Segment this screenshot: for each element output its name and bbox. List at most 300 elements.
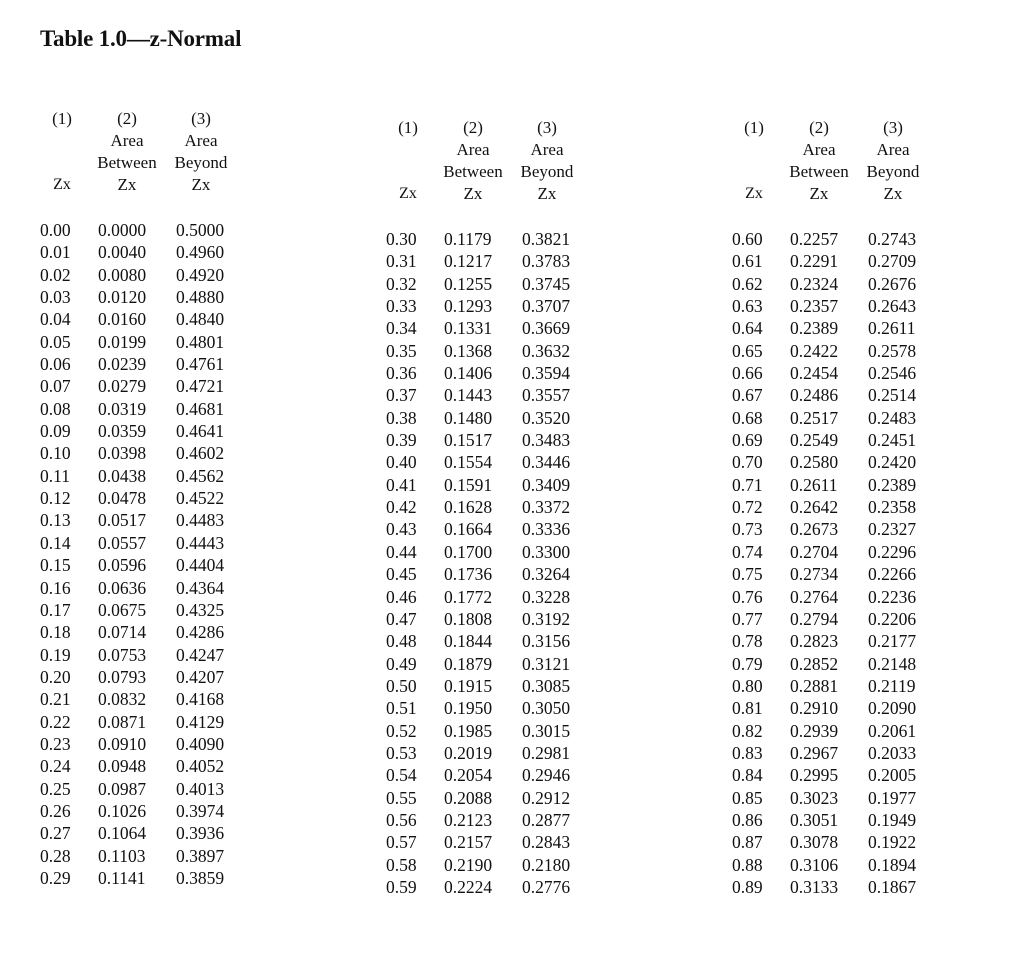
area-beyond-value: 0.4207 bbox=[176, 666, 225, 687]
area-beyond-value: 0.4681 bbox=[176, 398, 225, 419]
zx-value: 0.65 bbox=[732, 340, 763, 361]
table-row bbox=[732, 876, 938, 898]
area-between-value: 0.0753 bbox=[98, 644, 147, 665]
header-col-1 bbox=[732, 117, 776, 139]
area-between-value: 0.2673 bbox=[790, 519, 839, 540]
area-between-value: 0.1844 bbox=[444, 631, 493, 652]
area-beyond-value: 0.3085 bbox=[522, 675, 571, 696]
col-2-number: (2) bbox=[117, 109, 137, 128]
area-beyond-value: 0.3859 bbox=[176, 867, 225, 888]
zx-value: 0.81 bbox=[732, 698, 763, 719]
table-row bbox=[732, 586, 938, 608]
header-col-2 bbox=[436, 117, 510, 205]
zx-value: 0.18 bbox=[40, 622, 71, 643]
col-3-number: (3) bbox=[537, 118, 557, 137]
area-beyond-value: 0.2451 bbox=[868, 430, 917, 451]
table-row bbox=[40, 644, 246, 666]
table-row bbox=[386, 854, 592, 876]
area-beyond-value: 0.2946 bbox=[522, 765, 571, 786]
table-row bbox=[386, 586, 592, 608]
col-2-between-label: Between bbox=[443, 162, 503, 181]
zx-value: 0.36 bbox=[386, 363, 417, 384]
table-row bbox=[40, 532, 246, 554]
area-beyond-value: 0.3264 bbox=[522, 564, 571, 585]
area-between-value: 0.2549 bbox=[790, 430, 839, 451]
area-beyond-value: 0.2327 bbox=[868, 519, 917, 540]
zx-value: 0.09 bbox=[40, 421, 71, 442]
col-3-number: (3) bbox=[883, 118, 903, 137]
table-row bbox=[386, 384, 592, 406]
area-between-value: 0.0714 bbox=[98, 622, 147, 643]
area-between-value: 0.0239 bbox=[98, 354, 147, 375]
area-between-value: 0.2157 bbox=[444, 832, 493, 853]
area-beyond-value: 0.2546 bbox=[868, 363, 917, 384]
area-between-value: 0.1664 bbox=[444, 519, 493, 540]
zx-value: 0.21 bbox=[40, 689, 71, 710]
area-between-value: 0.1628 bbox=[444, 497, 493, 518]
col-2-area-label: Area bbox=[802, 140, 836, 159]
area-between-value: 0.0987 bbox=[98, 778, 147, 799]
zx-value: 0.67 bbox=[732, 385, 763, 406]
zx-value: 0.10 bbox=[40, 443, 71, 464]
table-row bbox=[386, 697, 592, 719]
table-header bbox=[40, 108, 280, 218]
table-row bbox=[386, 809, 592, 831]
table-row bbox=[386, 831, 592, 853]
header-col-2 bbox=[90, 108, 164, 196]
zx-value: 0.38 bbox=[386, 407, 417, 428]
area-between-value: 0.1255 bbox=[444, 273, 493, 294]
col-3-area-label: Area bbox=[876, 140, 910, 159]
area-between-value: 0.1808 bbox=[444, 608, 493, 629]
zx-value: 0.57 bbox=[386, 832, 417, 853]
zx-value: 0.08 bbox=[40, 398, 71, 419]
area-beyond-value: 0.2358 bbox=[868, 497, 917, 518]
area-beyond-value: 0.3300 bbox=[522, 541, 571, 562]
area-between-value: 0.0793 bbox=[98, 666, 147, 687]
table-row bbox=[40, 219, 246, 241]
col-3-beyond-label: Beyond bbox=[866, 162, 920, 181]
area-beyond-value: 0.4052 bbox=[176, 756, 225, 777]
area-beyond-value: 0.2676 bbox=[868, 273, 917, 294]
zx-value: 0.49 bbox=[386, 653, 417, 674]
area-beyond-value: 0.2148 bbox=[868, 653, 917, 674]
table-row bbox=[40, 733, 246, 755]
area-between-value: 0.3051 bbox=[790, 809, 839, 830]
area-between-value: 0.1879 bbox=[444, 653, 493, 674]
area-between-value: 0.2123 bbox=[444, 809, 493, 830]
zx-value: 0.66 bbox=[732, 363, 763, 384]
area-beyond-value: 0.2236 bbox=[868, 586, 917, 607]
table-row bbox=[386, 429, 592, 451]
area-between-value: 0.1368 bbox=[444, 340, 493, 361]
col-1-zx-label: Zx bbox=[53, 176, 71, 193]
table-row bbox=[732, 630, 938, 652]
table-row bbox=[40, 442, 246, 464]
table-row bbox=[732, 675, 938, 697]
table-row bbox=[386, 541, 592, 563]
table-row bbox=[40, 755, 246, 777]
area-beyond-value: 0.4602 bbox=[176, 443, 225, 464]
zx-value: 0.68 bbox=[732, 407, 763, 428]
area-beyond-value: 0.2843 bbox=[522, 832, 571, 853]
zx-value: 0.00 bbox=[40, 220, 71, 240]
table-row bbox=[40, 420, 246, 442]
col-2-zx-label: Zx bbox=[117, 175, 137, 194]
zx-value: 0.11 bbox=[40, 465, 70, 486]
area-between-value: 0.1141 bbox=[98, 867, 146, 888]
area-between-value: 0.1443 bbox=[444, 385, 493, 406]
area-between-value: 0.2823 bbox=[790, 631, 839, 652]
area-beyond-value: 0.4364 bbox=[176, 577, 225, 598]
table-body bbox=[386, 228, 592, 898]
area-beyond-value: 0.4443 bbox=[176, 532, 225, 553]
table-row bbox=[386, 496, 592, 518]
col-3-zx-label: Zx bbox=[191, 175, 211, 194]
area-beyond-value: 0.3483 bbox=[522, 430, 571, 451]
area-beyond-value: 0.3372 bbox=[522, 497, 571, 518]
area-between-value: 0.2967 bbox=[790, 742, 839, 763]
area-beyond-value: 0.3336 bbox=[522, 519, 571, 540]
area-between-value: 0.2389 bbox=[790, 318, 839, 339]
table-row bbox=[732, 474, 938, 496]
area-beyond-value: 0.5000 bbox=[176, 220, 225, 240]
table-row bbox=[40, 241, 246, 263]
area-between-value: 0.0040 bbox=[98, 242, 147, 263]
zx-value: 0.12 bbox=[40, 488, 71, 509]
col-3-zx-label: Zx bbox=[883, 184, 903, 203]
area-between-value: 0.1700 bbox=[444, 541, 493, 562]
zx-value: 0.35 bbox=[386, 340, 417, 361]
table-row bbox=[732, 653, 938, 675]
area-beyond-value: 0.2090 bbox=[868, 698, 917, 719]
area-between-value: 0.2486 bbox=[790, 385, 839, 406]
zx-value: 0.77 bbox=[732, 608, 763, 629]
area-beyond-value: 0.3745 bbox=[522, 273, 571, 294]
zx-value: 0.37 bbox=[386, 385, 417, 406]
area-beyond-value: 0.2296 bbox=[868, 541, 917, 562]
col-1-zx-label: Zx bbox=[399, 185, 417, 202]
area-between-value: 0.2088 bbox=[444, 787, 493, 808]
col-2-number: (2) bbox=[809, 118, 829, 137]
table-row bbox=[732, 295, 938, 317]
table-row bbox=[732, 362, 938, 384]
area-beyond-value: 0.3897 bbox=[176, 845, 225, 866]
area-between-value: 0.0160 bbox=[98, 309, 147, 330]
table-row bbox=[40, 621, 246, 643]
area-beyond-value: 0.2743 bbox=[868, 229, 917, 249]
zx-value: 0.03 bbox=[40, 287, 71, 308]
zx-value: 0.89 bbox=[732, 876, 763, 897]
area-between-value: 0.0000 bbox=[98, 220, 147, 240]
col-1-number: (1) bbox=[398, 118, 418, 137]
col-1-number: (1) bbox=[52, 109, 72, 128]
area-beyond-value: 0.2709 bbox=[868, 251, 917, 272]
table-row bbox=[732, 273, 938, 295]
table-row bbox=[732, 809, 938, 831]
zx-value: 0.06 bbox=[40, 354, 71, 375]
area-between-value: 0.2019 bbox=[444, 742, 493, 763]
area-beyond-value: 0.3409 bbox=[522, 474, 571, 495]
table-row bbox=[40, 509, 246, 531]
table-row bbox=[732, 429, 938, 451]
zx-value: 0.72 bbox=[732, 497, 763, 518]
zx-value: 0.52 bbox=[386, 720, 417, 741]
area-between-value: 0.1026 bbox=[98, 800, 147, 821]
area-between-value: 0.0871 bbox=[98, 711, 147, 732]
area-beyond-value: 0.2420 bbox=[868, 452, 917, 473]
table-row bbox=[386, 563, 592, 585]
area-beyond-value: 0.3192 bbox=[522, 608, 571, 629]
zx-value: 0.44 bbox=[386, 541, 417, 562]
area-beyond-value: 0.4562 bbox=[176, 465, 225, 486]
zx-value: 0.34 bbox=[386, 318, 417, 339]
zx-value: 0.87 bbox=[732, 832, 763, 853]
zx-value: 0.42 bbox=[386, 497, 417, 518]
area-beyond-value: 0.3632 bbox=[522, 340, 571, 361]
col-3-beyond-label: Beyond bbox=[174, 153, 228, 172]
col-2-zx-label: Zx bbox=[809, 184, 829, 203]
area-beyond-value: 0.4840 bbox=[176, 309, 225, 330]
area-between-value: 0.0636 bbox=[98, 577, 147, 598]
zx-value: 0.54 bbox=[386, 765, 417, 786]
zx-value: 0.51 bbox=[386, 698, 417, 719]
zx-value: 0.16 bbox=[40, 577, 71, 598]
area-beyond-value: 0.3594 bbox=[522, 363, 571, 384]
area-beyond-value: 0.3156 bbox=[522, 631, 571, 652]
zx-value: 0.83 bbox=[732, 742, 763, 763]
area-between-value: 0.0080 bbox=[98, 264, 147, 285]
table-body bbox=[732, 228, 938, 898]
zx-value: 0.76 bbox=[732, 586, 763, 607]
zx-value: 0.41 bbox=[386, 474, 417, 495]
area-beyond-value: 0.3228 bbox=[522, 586, 571, 607]
header-col-3 bbox=[858, 117, 928, 205]
area-beyond-value: 0.4801 bbox=[176, 331, 225, 352]
area-beyond-value: 0.1894 bbox=[868, 854, 917, 875]
area-beyond-value: 0.4013 bbox=[176, 778, 225, 799]
zx-value: 0.70 bbox=[732, 452, 763, 473]
area-between-value: 0.0359 bbox=[98, 421, 147, 442]
header-col-3 bbox=[512, 117, 582, 205]
area-between-value: 0.0948 bbox=[98, 756, 147, 777]
area-between-value: 0.3133 bbox=[790, 876, 839, 897]
area-between-value: 0.0319 bbox=[98, 398, 147, 419]
table-row bbox=[732, 742, 938, 764]
area-between-value: 0.2734 bbox=[790, 564, 839, 585]
area-beyond-value: 0.4522 bbox=[176, 488, 225, 509]
table-row bbox=[732, 228, 938, 250]
table-row bbox=[386, 675, 592, 697]
area-beyond-value: 0.3446 bbox=[522, 452, 571, 473]
table-row bbox=[386, 764, 592, 786]
zx-value: 0.53 bbox=[386, 742, 417, 763]
area-between-value: 0.0910 bbox=[98, 733, 147, 754]
area-beyond-value: 0.1922 bbox=[868, 832, 917, 853]
col-3-number: (3) bbox=[191, 109, 211, 128]
area-beyond-value: 0.4404 bbox=[176, 555, 225, 576]
area-beyond-value: 0.3783 bbox=[522, 251, 571, 272]
zx-value: 0.39 bbox=[386, 430, 417, 451]
col-2-zx-label: Zx bbox=[463, 184, 483, 203]
area-beyond-value: 0.2119 bbox=[868, 675, 916, 696]
area-between-value: 0.1331 bbox=[444, 318, 493, 339]
area-beyond-value: 0.4880 bbox=[176, 287, 225, 308]
table-row bbox=[732, 787, 938, 809]
table-row bbox=[40, 353, 246, 375]
zx-value: 0.55 bbox=[386, 787, 417, 808]
col-2-number: (2) bbox=[463, 118, 483, 137]
area-between-value: 0.1736 bbox=[444, 564, 493, 585]
area-between-value: 0.2995 bbox=[790, 765, 839, 786]
area-between-value: 0.0120 bbox=[98, 287, 147, 308]
area-beyond-value: 0.2578 bbox=[868, 340, 917, 361]
zx-value: 0.47 bbox=[386, 608, 417, 629]
area-between-value: 0.2794 bbox=[790, 608, 839, 629]
zx-value: 0.14 bbox=[40, 532, 71, 553]
area-between-value: 0.2881 bbox=[790, 675, 839, 696]
area-beyond-value: 0.1949 bbox=[868, 809, 917, 830]
area-between-value: 0.2422 bbox=[790, 340, 839, 361]
zx-value: 0.64 bbox=[732, 318, 763, 339]
table-row bbox=[386, 228, 592, 250]
area-between-value: 0.0398 bbox=[98, 443, 147, 464]
area-beyond-value: 0.3669 bbox=[522, 318, 571, 339]
table-row bbox=[40, 599, 246, 621]
table-row bbox=[732, 608, 938, 630]
header-col-1 bbox=[386, 117, 430, 139]
zx-value: 0.75 bbox=[732, 564, 763, 585]
area-beyond-value: 0.2389 bbox=[868, 474, 917, 495]
zx-value: 0.27 bbox=[40, 823, 71, 844]
table-row bbox=[386, 362, 592, 384]
area-between-value: 0.3023 bbox=[790, 787, 839, 808]
area-beyond-value: 0.4721 bbox=[176, 376, 225, 397]
table-row bbox=[732, 764, 938, 786]
table-row bbox=[386, 630, 592, 652]
table-row bbox=[732, 451, 938, 473]
zx-value: 0.25 bbox=[40, 778, 71, 799]
zx-value: 0.69 bbox=[732, 430, 763, 451]
area-between-value: 0.1985 bbox=[444, 720, 493, 741]
col-2-between-label: Between bbox=[97, 153, 157, 172]
area-beyond-value: 0.2483 bbox=[868, 407, 917, 428]
area-beyond-value: 0.2033 bbox=[868, 742, 917, 763]
table-row bbox=[732, 518, 938, 540]
area-beyond-value: 0.3936 bbox=[176, 823, 225, 844]
area-between-value: 0.1772 bbox=[444, 586, 493, 607]
zx-value: 0.15 bbox=[40, 555, 71, 576]
table-row bbox=[386, 340, 592, 362]
area-between-value: 0.1517 bbox=[444, 430, 493, 451]
area-between-value: 0.1217 bbox=[444, 251, 493, 272]
area-beyond-value: 0.3974 bbox=[176, 800, 225, 821]
area-beyond-value: 0.4090 bbox=[176, 733, 225, 754]
zx-value: 0.58 bbox=[386, 854, 417, 875]
area-between-value: 0.2054 bbox=[444, 765, 493, 786]
zx-value: 0.45 bbox=[386, 564, 417, 585]
area-between-value: 0.3078 bbox=[790, 832, 839, 853]
table-row bbox=[40, 487, 246, 509]
area-between-value: 0.1554 bbox=[444, 452, 493, 473]
header-col-1 bbox=[40, 108, 84, 130]
table-row bbox=[40, 308, 246, 330]
table-row bbox=[732, 496, 938, 518]
area-between-value: 0.0199 bbox=[98, 331, 147, 352]
table-row bbox=[40, 867, 246, 889]
table-row bbox=[732, 384, 938, 406]
area-between-value: 0.2224 bbox=[444, 876, 493, 897]
area-between-value: 0.1591 bbox=[444, 474, 493, 495]
area-between-value: 0.0596 bbox=[98, 555, 147, 576]
table-row bbox=[40, 688, 246, 710]
area-beyond-value: 0.3015 bbox=[522, 720, 571, 741]
zx-value: 0.13 bbox=[40, 510, 71, 531]
table-panel-1 bbox=[40, 108, 280, 888]
col-1-zx-label: Zx bbox=[745, 185, 763, 202]
zx-value: 0.61 bbox=[732, 251, 763, 272]
zx-value: 0.86 bbox=[732, 809, 763, 830]
zx-value: 0.05 bbox=[40, 331, 71, 352]
zx-value: 0.17 bbox=[40, 599, 71, 620]
table-row bbox=[40, 264, 246, 286]
area-beyond-value: 0.2643 bbox=[868, 296, 917, 317]
zx-value: 0.04 bbox=[40, 309, 71, 330]
table-row bbox=[40, 398, 246, 420]
zx-value: 0.29 bbox=[40, 867, 71, 888]
table-row bbox=[40, 286, 246, 308]
col-3-area-label: Area bbox=[184, 131, 218, 150]
zx-value: 0.28 bbox=[40, 845, 71, 866]
table-row bbox=[40, 711, 246, 733]
area-between-value: 0.1950 bbox=[444, 698, 493, 719]
table-row bbox=[40, 800, 246, 822]
area-beyond-value: 0.4168 bbox=[176, 689, 225, 710]
area-between-value: 0.0438 bbox=[98, 465, 147, 486]
area-beyond-value: 0.4920 bbox=[176, 264, 225, 285]
area-beyond-value: 0.2005 bbox=[868, 765, 917, 786]
zx-value: 0.43 bbox=[386, 519, 417, 540]
area-between-value: 0.2190 bbox=[444, 854, 493, 875]
zx-value: 0.85 bbox=[732, 787, 763, 808]
area-between-value: 0.1480 bbox=[444, 407, 493, 428]
zx-value: 0.01 bbox=[40, 242, 71, 263]
area-beyond-value: 0.2180 bbox=[522, 854, 571, 875]
zx-value: 0.74 bbox=[732, 541, 763, 562]
col-2-between-label: Between bbox=[789, 162, 849, 181]
header-col-3 bbox=[166, 108, 236, 196]
zx-value: 0.84 bbox=[732, 765, 763, 786]
area-between-value: 0.2642 bbox=[790, 497, 839, 518]
zx-value: 0.50 bbox=[386, 675, 417, 696]
table-row bbox=[732, 541, 938, 563]
col-3-area-label: Area bbox=[530, 140, 564, 159]
table-row bbox=[386, 474, 592, 496]
col-1-number: (1) bbox=[744, 118, 764, 137]
zx-value: 0.20 bbox=[40, 666, 71, 687]
area-between-value: 0.2852 bbox=[790, 653, 839, 674]
zx-value: 0.88 bbox=[732, 854, 763, 875]
table-header bbox=[386, 117, 626, 227]
header-col-2 bbox=[782, 117, 856, 205]
table-row bbox=[386, 295, 592, 317]
area-between-value: 0.1103 bbox=[98, 845, 146, 866]
area-beyond-value: 0.1867 bbox=[868, 876, 917, 897]
zx-value: 0.56 bbox=[386, 809, 417, 830]
zx-value: 0.62 bbox=[732, 273, 763, 294]
table-row bbox=[386, 451, 592, 473]
area-between-value: 0.1064 bbox=[98, 823, 147, 844]
